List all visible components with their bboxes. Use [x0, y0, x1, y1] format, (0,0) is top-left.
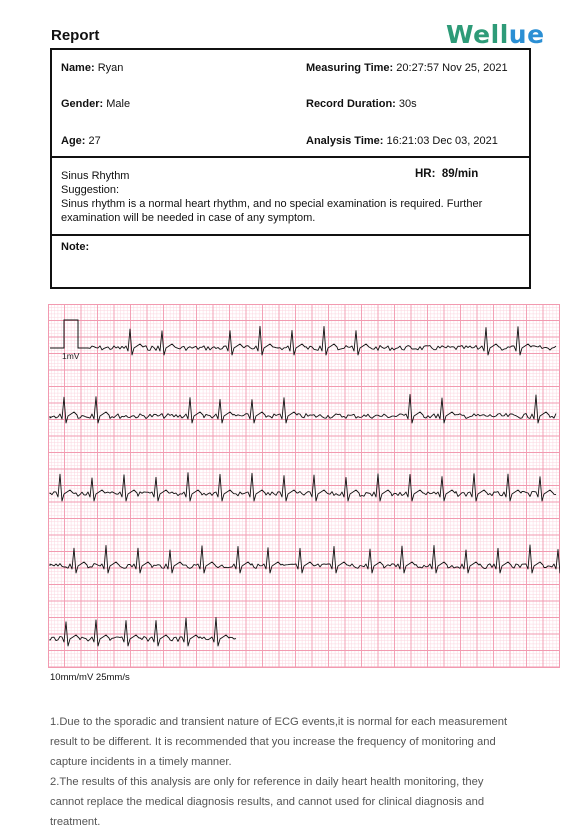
- disclaimer-line: 2.The results of this analysis are only for reference in daily heart health monitoring, they: [50, 776, 484, 788]
- gender-label: Gender:: [61, 98, 104, 110]
- name-label: Name:: [61, 62, 95, 74]
- brand-logo: Wellue: [446, 20, 545, 49]
- divider: [52, 156, 529, 158]
- record-duration-value: 30s: [398, 98, 417, 110]
- gender-field: [61, 98, 130, 110]
- analysis-time-field: [306, 135, 498, 147]
- analysis-time-label: Analysis Time:: [306, 135, 384, 147]
- calibration-label: 1mV: [62, 351, 80, 361]
- age-field: [61, 135, 101, 147]
- suggestion-label: Suggestion:: [61, 184, 120, 196]
- disclaimer-notes: [50, 712, 560, 832]
- ecg-scale-label: 10mm/mV 25mm/s: [50, 672, 130, 683]
- suggestion-line: examination will be needed in case of any symptom.: [61, 212, 316, 224]
- measuring-time-label: Measuring Time:: [306, 62, 394, 74]
- note-label: Note:: [61, 241, 90, 253]
- ecg-chart: [48, 304, 560, 668]
- rhythm-text: Sinus Rhythm: [61, 170, 130, 182]
- measuring-time-field: [306, 62, 508, 74]
- hr-value: 89/min: [441, 168, 479, 180]
- record-duration-field: [306, 98, 417, 110]
- gender-value: Male: [106, 98, 131, 110]
- disclaimer-line: 1.Due to the sporadic and transient nature of ECG events,it is normal for each measurement: [50, 716, 508, 728]
- divider: [52, 234, 529, 236]
- ecg-grid: [48, 304, 560, 668]
- disclaimer-line: treatment.: [50, 816, 101, 828]
- analysis-time-value: 16:21:03 Dec 03, 2021: [386, 135, 498, 147]
- measuring-time-value: 20:27:57 Nov 25, 2021: [396, 62, 508, 74]
- age-label: Age:: [61, 135, 86, 147]
- name-field: [61, 62, 123, 74]
- disclaimer-line: capture incidents in a timely manner.: [50, 756, 232, 768]
- disclaimer-line: cannot replace the medical diagnosis results, and cannot used for clinical diagnosis and: [50, 796, 485, 808]
- info-box: [50, 48, 531, 289]
- record-duration-label: Record Duration:: [306, 98, 396, 110]
- hr-label: HR:: [415, 168, 436, 180]
- report-title: Report: [51, 27, 100, 44]
- heart-rate: [415, 168, 478, 180]
- name-value: Ryan: [97, 62, 124, 74]
- suggestion-line: Sinus rhythm is a normal heart rhythm, and no special examination is required. Further: [61, 198, 483, 210]
- disclaimer-line: result to be different. It is recommended that you increase the frequency of monitoring and: [50, 736, 496, 748]
- age-value: 27: [88, 135, 101, 147]
